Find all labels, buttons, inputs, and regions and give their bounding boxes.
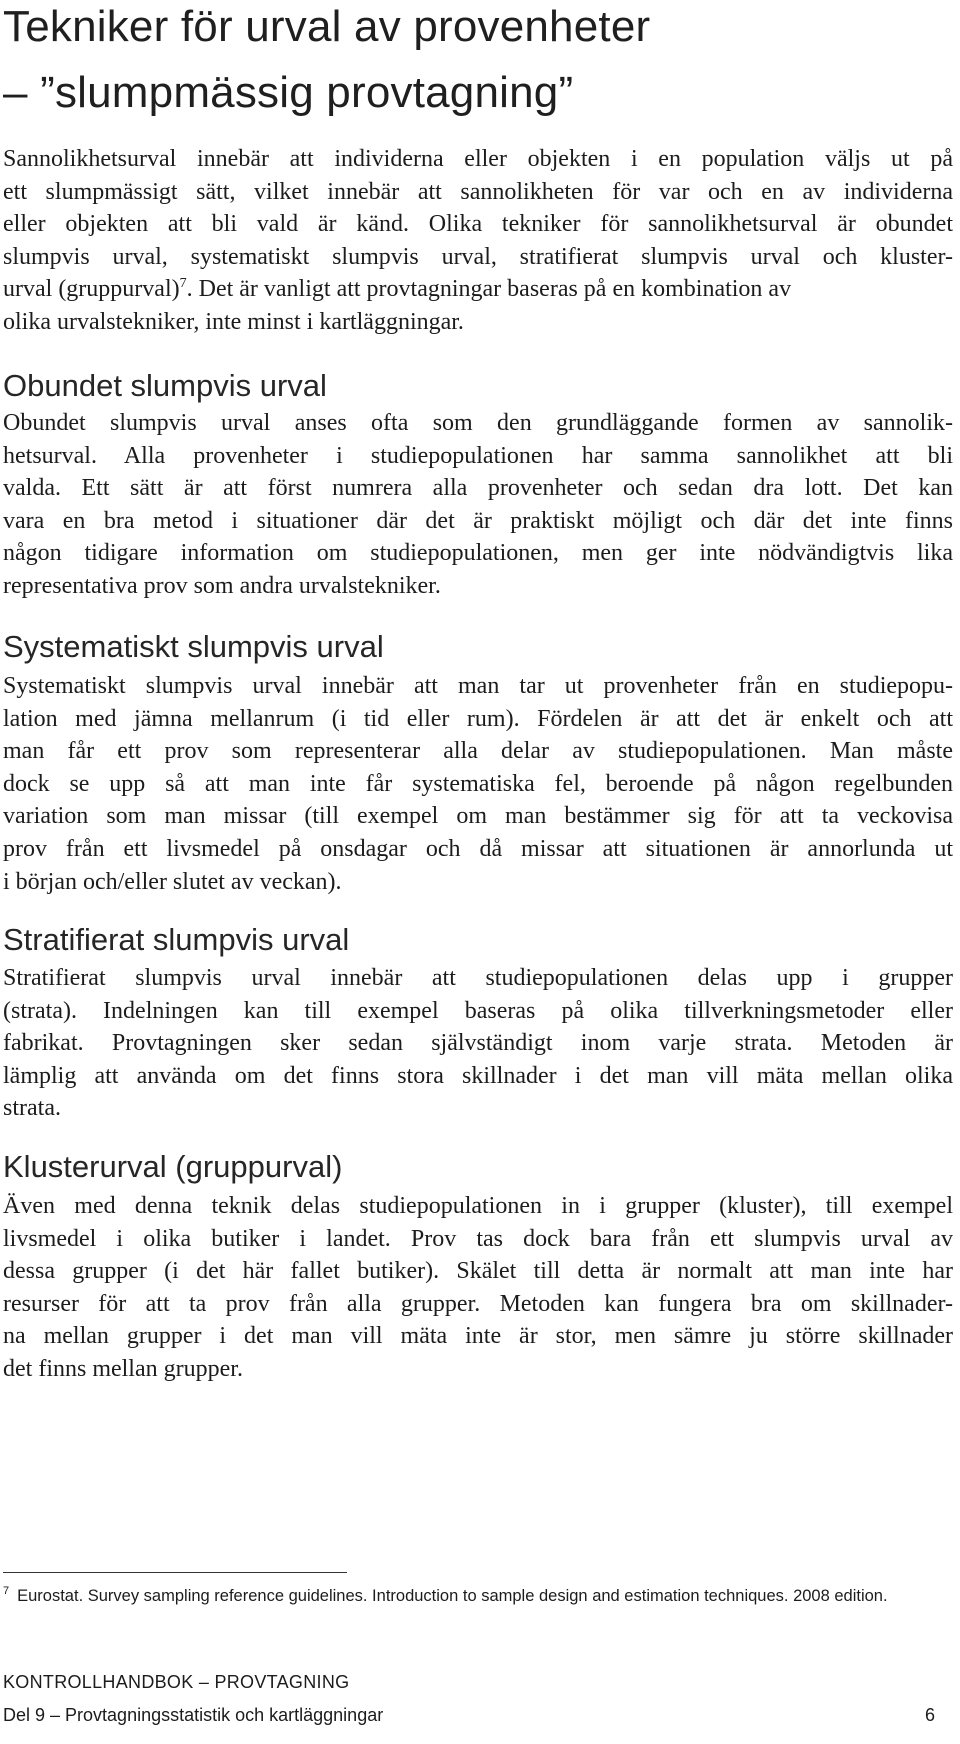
text-line: lämplig att använda om det finns stora skillnader i det man vill mäta mellan olika [3,1062,953,1089]
section-paragraph-systematiskt [3,670,953,898]
footnote-number: 7 [3,1585,10,1597]
text-fragment: urval (gruppurval) [3,276,180,303]
section-heading-klusterurval: Klusterurval (gruppurval) [3,1149,343,1184]
text-line: variation som man missar (till exempel om man bestämmer sig för att ta veckovisa [3,803,953,830]
intro-paragraph [3,143,953,339]
text-line: livsmedel i olika butiker i landet. Prov tas dock bara från ett slumpvis urval av [3,1225,953,1252]
text-line: fabrikat. Provtagningen sker sedan självständigt inom varje strata. Metoden är [3,1030,953,1057]
text-line: resurser för att ta prov från alla grupper. Metoden kan fungera bra om skillnader- [3,1290,953,1317]
page-title-line-1: Tekniker för urval av provenheter [3,2,651,51]
text-line-with-footnote-ref [3,273,953,306]
text-line: valda. Ett sätt är att först numrera alla provenheter och sedan dra lott. Det kan [3,475,953,502]
footer-part-title: Del 9 – Provtagningsstatistik och kartläggningar [3,1705,384,1725]
page-title-line-2: – ”slumpmässig provtagning” [3,68,574,117]
page-title [3,0,943,126]
text-line: prov från ett livsmedel på onsdagar och då missar att situationen är annorlunda ut [3,835,953,862]
text-fragment: . Det är vanligt att provtagningar baseras på en kombination av [186,276,792,303]
section-heading-obundet: Obundet slumpvis urval [3,368,327,403]
footnote-text: Eurostat. Survey sampling reference guidelines. Introduction to sample design and estimation techniques. 2008 edition. [17,1587,888,1605]
text-line: Stratifierat slumpvis urval innebär att studiepopulationen delas upp i grupper [3,965,953,991]
text-line: ett slumpmässigt sätt, vilket innebär att sannolikheten för var och en av individerna [3,178,953,205]
text-line: dock se upp så att man inte får systematiska fel, beroende på någon regelbunden [3,770,953,797]
section-paragraph-stratifierat [3,962,953,1125]
footer-bar [3,1703,935,1727]
footnote [3,1585,953,1607]
text-line: eller objekten att bli vald är känd. Olika tekniker för sannolikhetsurval är obundet [3,211,953,238]
footnote-reference: 7 [179,276,187,292]
section-paragraph-obundet [3,407,953,603]
text-line: man får ett prov som representerar alla delar av studiepopulationen. Man måste [3,738,953,765]
text-line: Obundet slumpvis urval anses ofta som den grundläggande formen av sannolik- [3,410,953,436]
text-line: Även med denna teknik delas studiepopulationen in i grupper (kluster), till exempel [3,1193,953,1219]
text-line: det finns mellan grupper. [3,1355,243,1382]
text-line: någon tidigare information om studiepopulationen, men ger inte nödvändigtvis lika [3,540,953,567]
text-line: Sannolikhetsurval innebär att individerna eller objekten i en population väljs ut på [3,146,953,172]
text-line: hetsurval. Alla provenheter i studiepopulationen har samma sannolikhet att bli [3,442,953,469]
section-heading-stratifierat: Stratifierat slumpvis urval [3,922,350,957]
text-line: strata. [3,1095,61,1122]
text-line: vara en bra metod i situationer där det är praktiskt möjligt och där det inte finns [3,507,953,534]
footer-publication-title: KONTROLLHANDBOK – PROVTAGNING [3,1672,350,1692]
text-line: na mellan grupper i det man vill mäta inte är stor, men sämre ju större skillnader [3,1323,953,1350]
page-number: 6 [924,1705,935,1725]
text-line: Systematiskt slumpvis urval innebär att man tar ut provenheter från en studiepopu- [3,673,953,699]
text-line: representativa prov som andra urvalstekniker. [3,572,441,599]
text-line: (strata). Indelningen kan till exempel baseras på olika tillverkningsmetoder eller [3,997,953,1024]
text-line: dessa grupper (i det här fallet butiker). Skälet till detta är normalt att man inte har [3,1258,953,1285]
section-heading-systematiskt: Systematiskt slumpvis urval [3,629,384,664]
section-paragraph-klusterurval [3,1190,953,1386]
text-line: slumpvis urval, systematiskt slumpvis urval, stratifierat slumpvis urval och kluster- [3,243,953,270]
text-line: lation med jämna mellanrum (i tid eller rum). Fördelen är att det är enkelt och att [3,705,953,732]
text-line: olika urvalstekniker, inte minst i kartläggningar. [3,308,464,335]
footnote-divider [3,1572,347,1573]
text-line: i början och/eller slutet av veckan). [3,868,342,895]
